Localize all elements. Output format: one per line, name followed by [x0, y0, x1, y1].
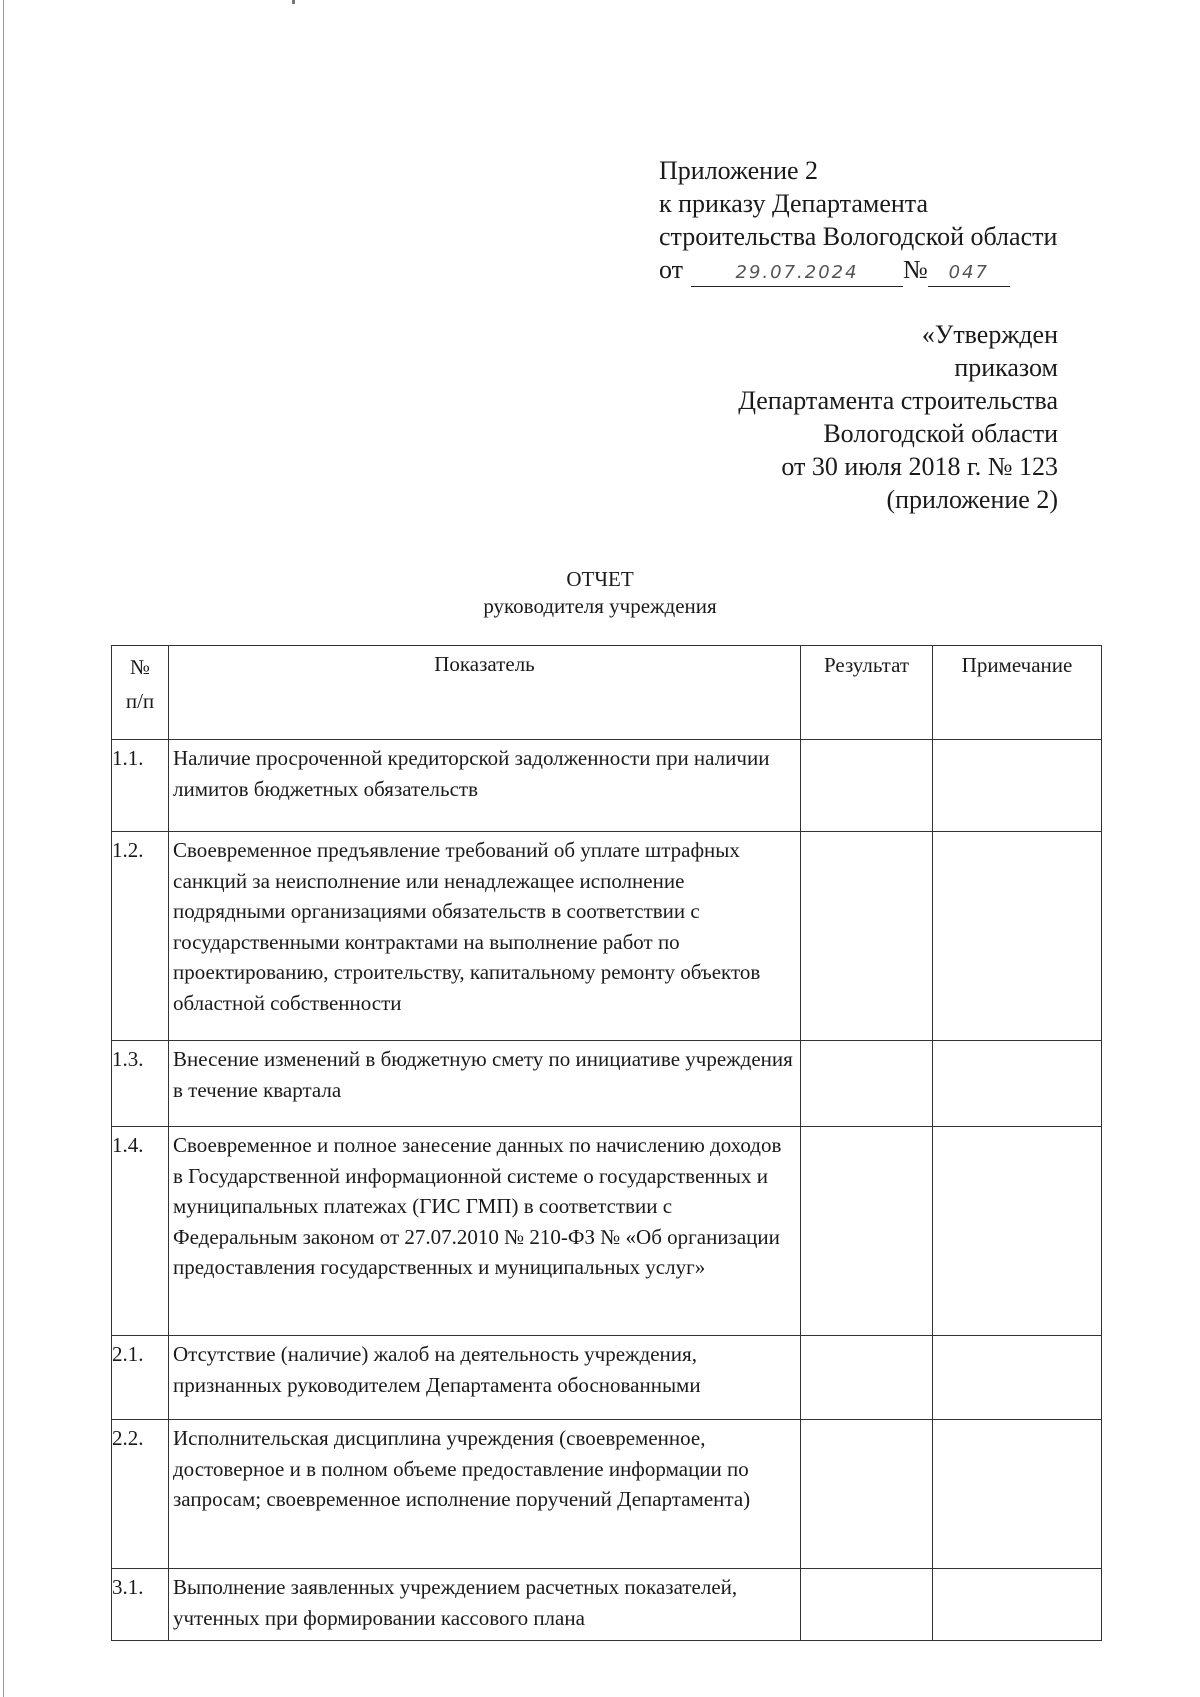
row-result [801, 1041, 933, 1127]
header-note: Примечание [933, 646, 1102, 740]
row-number: 1.2. [112, 832, 169, 1041]
header-number-sign: № [129, 655, 151, 679]
row-indicator: Отсутствие (наличие) жалоб на деятельность учреждения, признанных руководителем Департамента обоснованными [169, 1336, 801, 1420]
scan-edge-line [3, 0, 4, 1697]
row-result [801, 1420, 933, 1569]
approval-line-1: «Утвержден [921, 320, 1058, 349]
row-result [801, 740, 933, 832]
row-note [933, 832, 1102, 1041]
row-result [801, 1127, 933, 1336]
row-indicator: Наличие просроченной кредиторской задолженности при наличии лимитов бюджетных обязательств [169, 740, 801, 832]
from-label: от [659, 255, 684, 284]
approval-line-6: (приложение 2) [886, 485, 1058, 514]
header-result: Результат [801, 646, 933, 740]
row-indicator: Внесение изменений в бюджетную смету по инициативе учреждения в течение квартала [169, 1041, 801, 1127]
table-row [112, 1336, 1102, 1420]
approval-line-4: Вологодской области [823, 419, 1058, 448]
table-row [112, 1569, 1102, 1641]
approval-line-3: Департамента строительства [738, 386, 1058, 415]
scan-mark [292, 0, 295, 4]
header-number [112, 646, 169, 740]
number-sign: № [903, 255, 928, 284]
report-table [111, 645, 1102, 1641]
row-indicator: Своевременное предъявление требований об уплате штрафных санкций за неисполнение или ненадлежащее исполнение подрядными организациями обязательств в соответствии с государственными контрактами на выполнение работ по проектированию, строительству, капитальному ремонту объектов областной собственности [169, 832, 801, 1041]
appendix-block [659, 154, 1057, 287]
table-row [112, 1127, 1102, 1336]
row-number: 2.1. [112, 1336, 169, 1420]
table-row [112, 832, 1102, 1041]
approval-block [738, 318, 1058, 516]
table-row [112, 1420, 1102, 1569]
row-result [801, 1569, 933, 1641]
row-number: 1.4. [112, 1127, 169, 1336]
row-number: 1.3. [112, 1041, 169, 1127]
appendix-line-1: Приложение 2 [659, 156, 819, 185]
table-row [112, 740, 1102, 832]
row-number: 2.2. [112, 1420, 169, 1569]
row-indicator: Выполнение заявленных учреждением расчетных показателей, учтенных при формировании кассового плана [169, 1569, 801, 1641]
row-result [801, 832, 933, 1041]
handwritten-number: 047 [928, 260, 1010, 287]
row-note [933, 1420, 1102, 1569]
row-number: 1.1. [112, 740, 169, 832]
report-subtitle: руководителя учреждения [483, 594, 717, 618]
row-indicator: Своевременное и полное занесение данных по начислению доходов в Государственной информационной системе о государственных и муниципальных платежах (ГИС ГМП) в соответствии с Федеральным законом от 27.07.2010 № 210-ФЗ № «Об организации предоставления государственных и муниципальных услуг» [169, 1127, 801, 1336]
handwritten-date: 29.07.2024 [691, 260, 903, 287]
appendix-line-3: строительства Вологодской области [659, 222, 1058, 251]
row-number: 3.1. [112, 1569, 169, 1641]
appendix-date-line [659, 253, 1057, 287]
approval-line-5: от 30 июля 2018 г. № 123 [781, 452, 1058, 481]
approval-line-2: приказом [954, 353, 1058, 382]
header-number-pp: п/п [125, 689, 155, 713]
row-note [933, 1041, 1102, 1127]
report-title: ОТЧЕТ [566, 567, 634, 591]
row-result [801, 1336, 933, 1420]
row-note [933, 1569, 1102, 1641]
row-note [933, 740, 1102, 832]
header-indicator: Показатель [169, 646, 801, 740]
appendix-line-2: к приказу Департамента [659, 189, 929, 218]
table-row [112, 1041, 1102, 1127]
row-note [933, 1336, 1102, 1420]
row-note [933, 1127, 1102, 1336]
row-indicator: Исполнительская дисциплина учреждения (своевременное, достоверное и в полном объеме предоставление информации по запросам; своевременное исполнение поручений Департамента) [169, 1420, 801, 1569]
table-header-row [112, 646, 1102, 740]
